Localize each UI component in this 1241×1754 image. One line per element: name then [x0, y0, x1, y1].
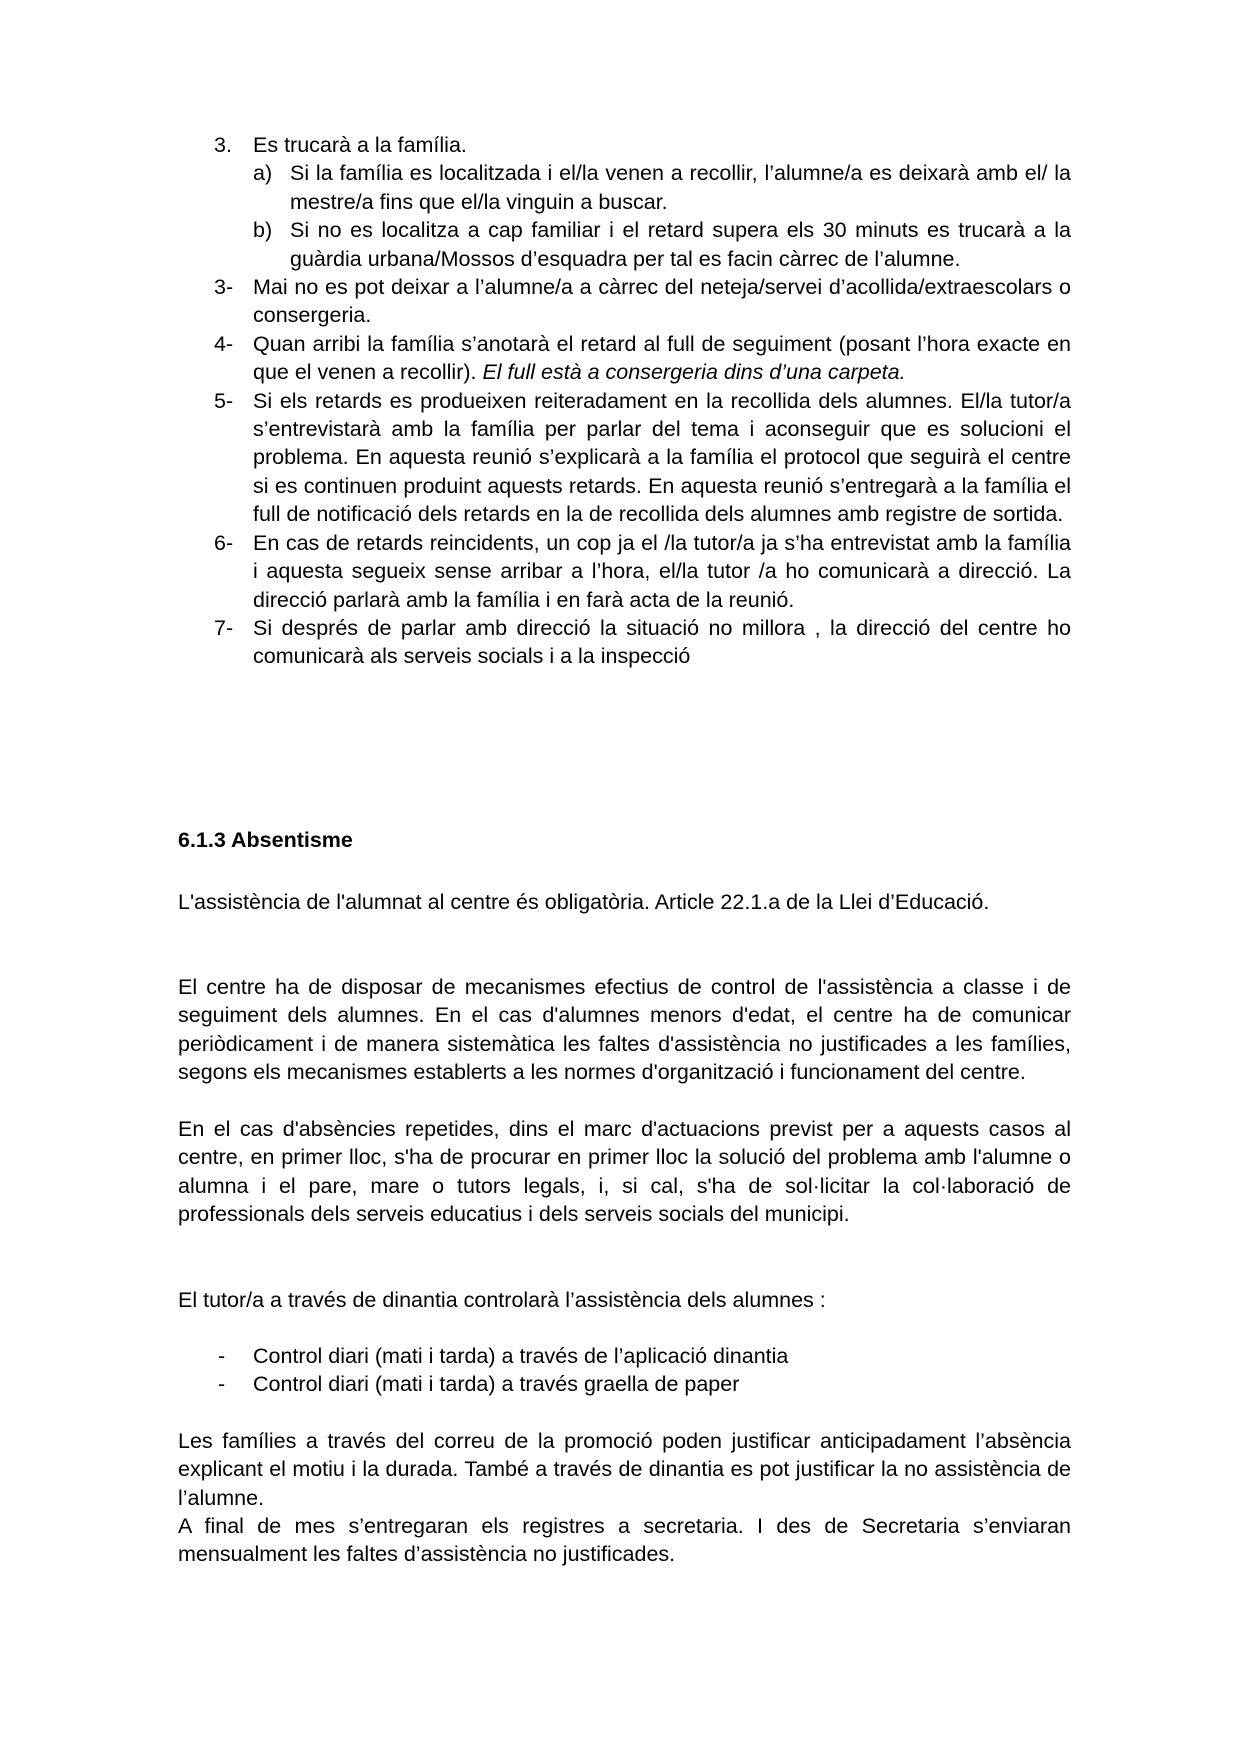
list-text: En cas de retards reincidents, un cop ja el /la tutor/a ja s’ha entrevistat amb la família i aquesta segueix sense arribar a l’hora, el/la tutor /a ho comunicarà a direcció. La direcció parlarà amb la família i en farà acta de la reunió. — [253, 530, 1071, 612]
list-number: 7- — [214, 615, 234, 640]
list-text: Si després de parlar amb direcció la situació no millora , la direcció del centre ho comunicarà als serveis socials i a la inspecció — [253, 615, 1071, 669]
bullet-dash: - — [218, 1372, 226, 1397]
list-number: 6- — [214, 530, 234, 555]
list-number: 4- — [214, 331, 234, 356]
list-item-3-dash — [214, 273, 1071, 330]
list-item-4 — [214, 330, 1071, 387]
list-item-3 — [214, 131, 1071, 159]
list-item-5 — [214, 387, 1071, 529]
procedure-list — [178, 131, 1071, 671]
paragraph-justification: Les famílies a través del correu de la promoció poden justificar anticipadament l’absència explicant el motiu i la durada. També a través de dinantia es pot justificar la no assistència de l’alumne. — [178, 1429, 1071, 1510]
bullet-list — [178, 1342, 1071, 1399]
list-number: 3- — [214, 275, 234, 300]
list-text-main: Quan arribi la família s’anotarà el retard al full de seguiment (posant l’hora exacte en que el venen a recollir). — [253, 331, 1071, 385]
list-text: Es trucarà a la família. — [253, 133, 467, 157]
list-item-3b — [253, 216, 1071, 273]
paragraph-monthly-report: A final de mes s’entregaran els registres a secretaria. I des de Secretaria s’enviaran mensualment les faltes d’assistència no justificades. — [178, 1514, 1071, 1567]
list-text — [253, 330, 1071, 387]
bullet-text: Control diari (mati i tarda) a través graella de paper — [253, 1372, 740, 1397]
list-text: Si els retards es produeixen reiteradament en la recollida dels alumnes. El/la tutor/a s’entrevistarà amb la família per parlar del tema i aconseguir que es solucioni el problema. En aquesta reunió s’explicarà a la família el protocol que seguirà el centre si es continuen produint aquests retards. En aquesta reunió s’entregarà a la família el full de notificació dels retards en la de recollida dels alumnes amb registre de sortida. — [253, 388, 1071, 527]
bullet-item — [218, 1370, 1071, 1398]
section-heading: 6.1.3 Absentisme — [178, 828, 353, 852]
list-item-6 — [214, 529, 1071, 614]
list-letter: b) — [253, 218, 273, 243]
paragraph-repeated-absences: En el cas d'absències repetides, dins el marc d'actuacions previst per a aquests casos al centre, en primer lloc, s'ha de procurar en primer lloc la solució del problema amb l'alumne o alumna i el pare, mare o tutors legals, i, si cal, s'ha de sol·licitar la col·laboració de professionals dels serveis educatius i dels serveis socials del municipi. — [178, 1117, 1071, 1227]
paragraph-control-mechanisms: El centre ha de disposar de mecanismes efectius de control de l'assistència a classe i de seguiment dels alumnes. En el cas d'alumnes menors d'edat, el centre ha de comunicar periòdicament i de manera sistemàtica les faltes d'assistència no justificades a les famílies, segons els mecanismes establerts a les normes d'organització i funcionament del centre. — [178, 975, 1071, 1085]
list-text: Si no es localitza a cap familiar i el retard supera els 30 minuts es trucarà a la guàrdia urbana/Mossos d’esquadra per tal es facin càrrec de l’alumne. — [290, 218, 1071, 271]
list-item-7 — [214, 614, 1071, 671]
list-text: Si la família es localitzada i el/la venen a recollir, l’alumne/a es deixarà amb el/ la mestre/a fins que el/la vinguin a buscar. — [290, 161, 1071, 214]
bullet-item — [218, 1342, 1071, 1370]
list-number: 5- — [214, 388, 234, 413]
bullet-dash: - — [218, 1344, 226, 1368]
paragraph-tutor-control: El tutor/a a través de dinantia controlarà l’assistència dels alumnes : — [178, 1288, 826, 1312]
bullet-text: Control diari (mati i tarda) a través de l’aplicació dinantia — [253, 1344, 789, 1368]
paragraph-obligation: L'assistència de l'alumnat al centre és obligatòria. Article 22.1.a de la Llei d’Educació. — [178, 890, 990, 914]
list-number: 3. — [214, 133, 232, 157]
list-item-3a — [253, 159, 1071, 216]
list-text: Mai no es pot deixar a l’alumne/a a càrrec del neteja/servei d’acollida/extraescolars o consergeria. — [253, 275, 1071, 328]
list-text-italic-note: El full està a consergeria dins d’una carpeta. — [482, 360, 906, 385]
list-letter: a) — [253, 161, 273, 186]
